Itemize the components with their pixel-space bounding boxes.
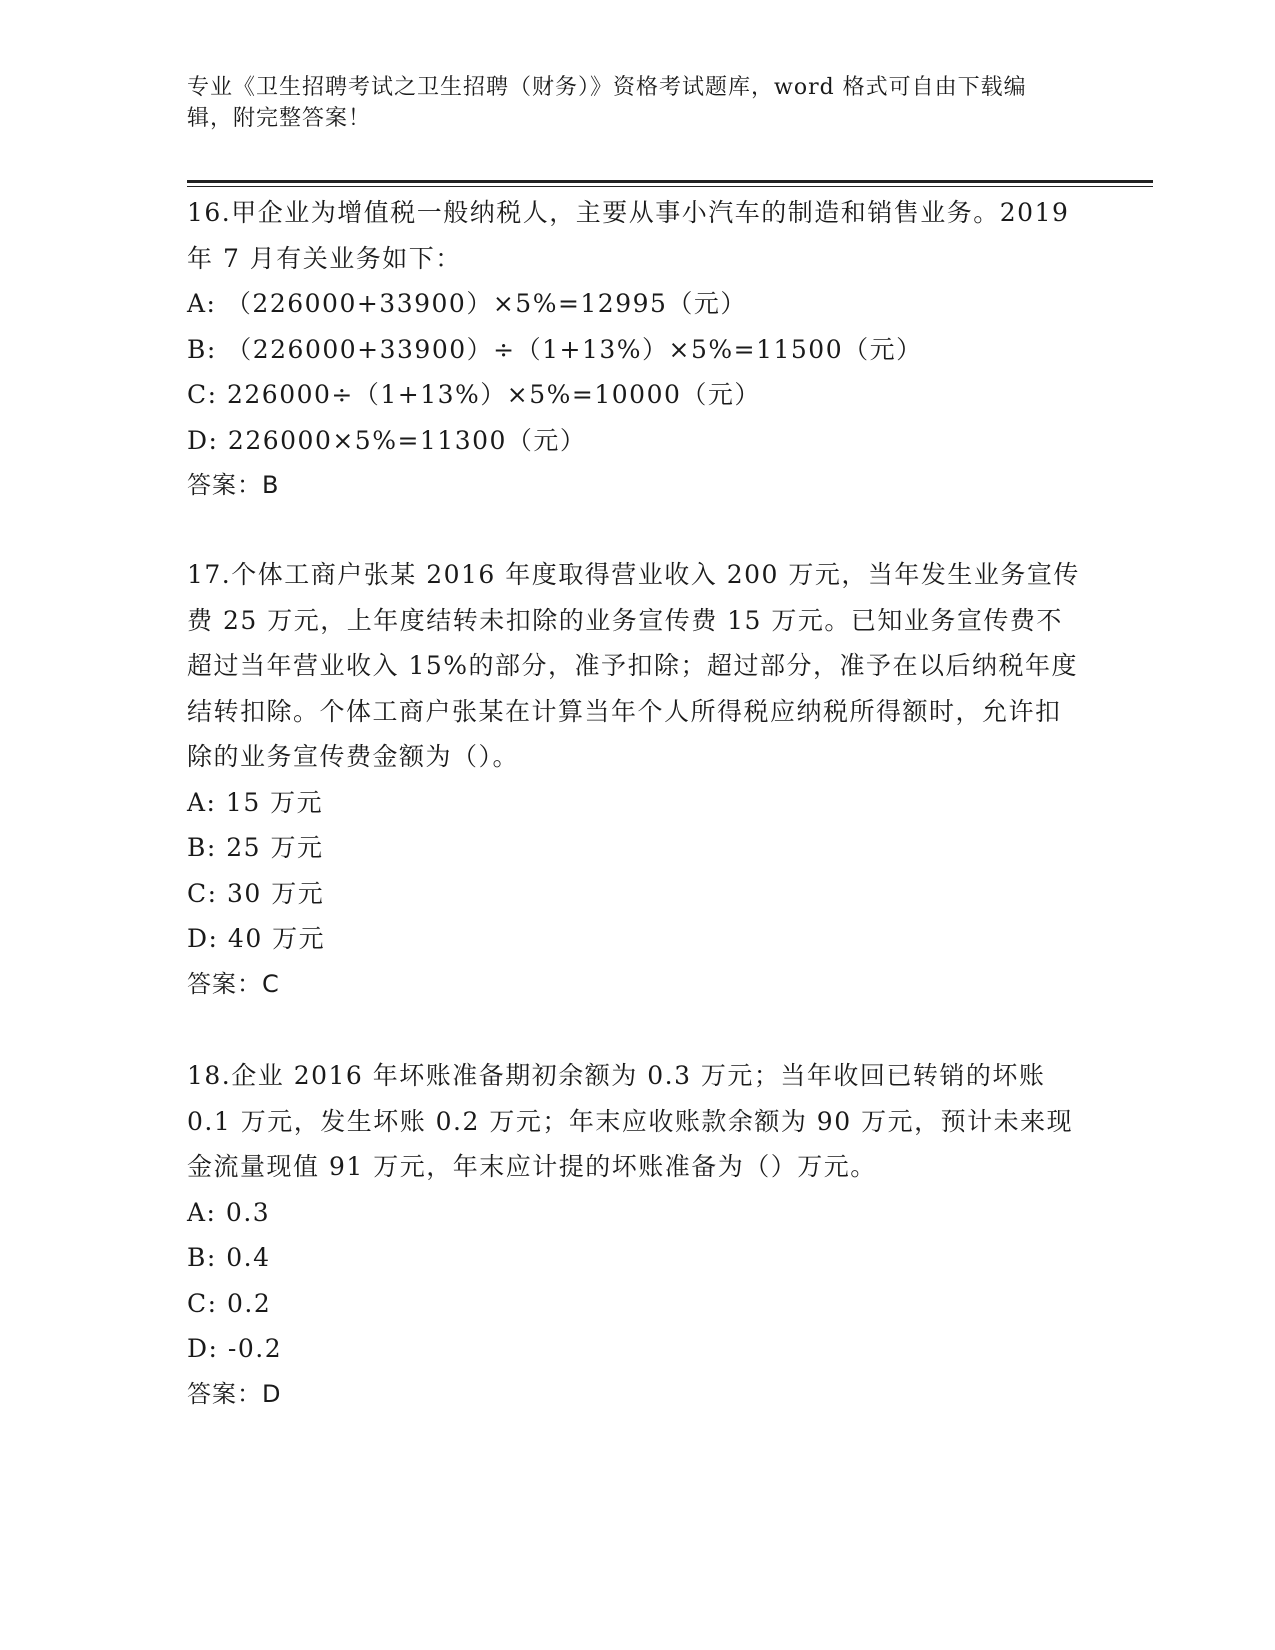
question-18 xyxy=(187,1053,1087,1417)
question-17 xyxy=(187,552,1087,1007)
document-header: 专业《卫生招聘考试之卫生招聘（财务）》资格考试题库，word 格式可自由下载编辑，附完整答案！ xyxy=(187,75,1027,131)
option-d: D: 226000×5%=11300（元） xyxy=(187,425,587,455)
header-divider-thick xyxy=(187,180,1153,183)
header-divider-thin xyxy=(187,186,1153,187)
option-b: B: （226000+33900）÷（1+13%）×5%=11500（元） xyxy=(187,334,923,364)
question-16 xyxy=(187,190,1087,508)
option-a: A: 15 万元 xyxy=(187,787,324,817)
question-stem: 16.甲企业为增值税一般纳税人，主要从事小汽车的制造和销售业务。2019 年 7 月有关业务如下： xyxy=(187,198,1070,273)
option-a: A: 0.3 xyxy=(187,1197,271,1227)
answer: 答案：C xyxy=(187,969,280,998)
option-b: B: 25 万元 xyxy=(187,833,324,862)
option-c: C: 0.2 xyxy=(187,1288,272,1318)
option-d: D: -0.2 xyxy=(187,1334,283,1363)
answer: 答案：B xyxy=(187,471,280,499)
option-d: D: 40 万元 xyxy=(187,924,326,953)
option-b: B: 0.4 xyxy=(187,1243,271,1272)
question-stem: 18.企业 2016 年坏账准备期初余额为 0.3 万元；当年收回已转销的坏账 0.1 万元，发生坏账 0.2 万元；年末应收账款余额为 90 万元，预计未来现金流量现值 91 万元，年末应计提的坏账准备为（）万元。 xyxy=(187,1061,1074,1181)
option-a: A: （226000+33900）×5%=12995（元） xyxy=(187,289,747,318)
option-c: C: 30 万元 xyxy=(187,878,325,908)
option-c: C: 226000÷（1+13%）×5%=10000（元） xyxy=(187,380,761,409)
question-stem: 17.个体工商户张某 2016 年度取得营业收入 200 万元，当年发生业务宣传费 25 万元，上年度结转未扣除的业务宣传费 15 万元。已知业务宣传费不超过当年营业收入 15%的部分，准予扣除；超过部分，准予在以后纳税年度结转扣除。个体工商户张某在计算当年个人所得税应纳税所得额时，允许扣除的业务宣传费金额为（）。 xyxy=(187,560,1080,771)
answer: 答案：D xyxy=(187,1379,282,1408)
